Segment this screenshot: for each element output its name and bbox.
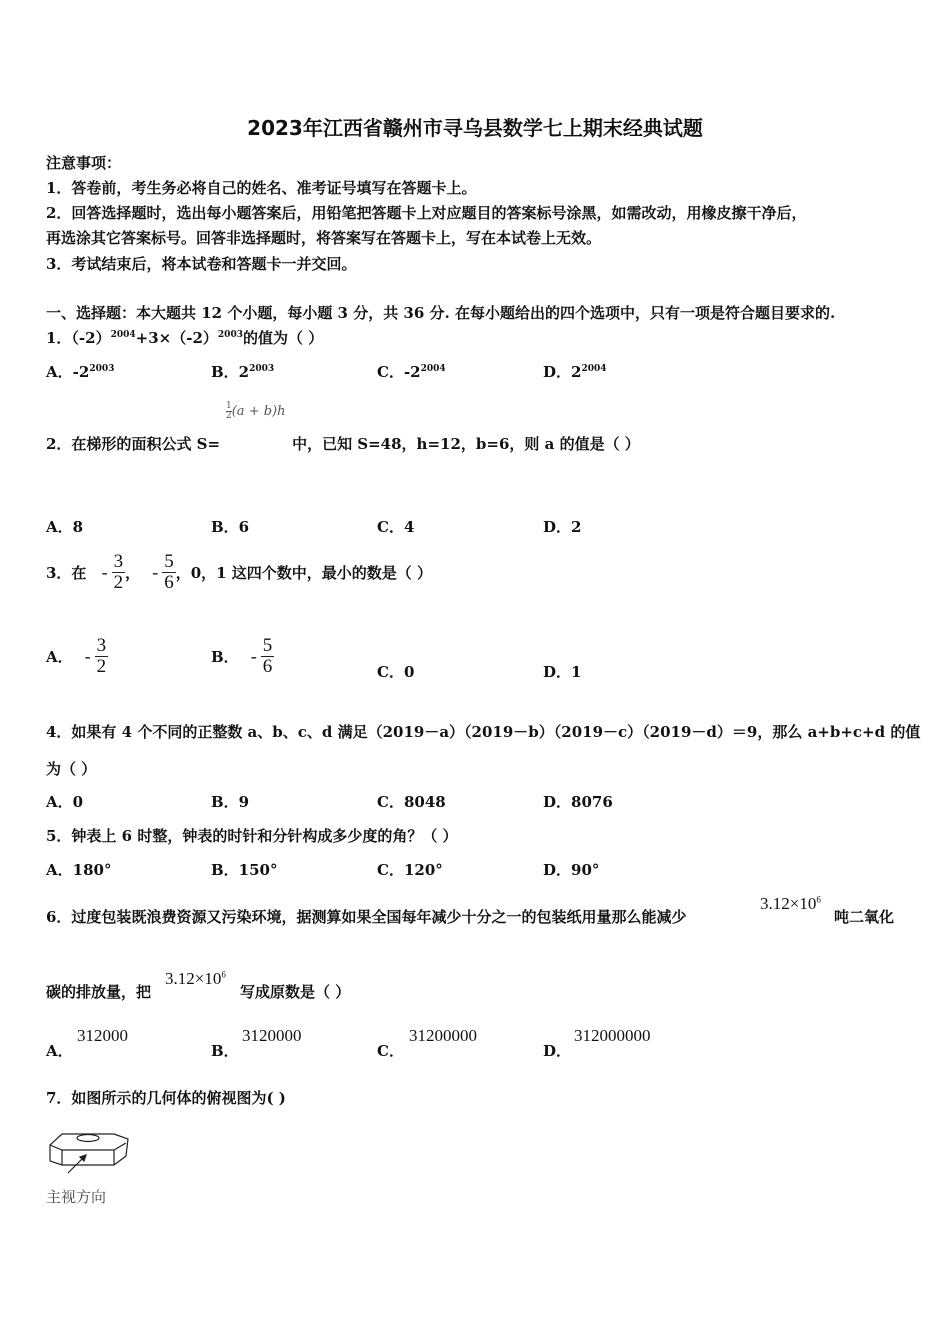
q2-option-b[interactable]: B．6 <box>211 518 250 536</box>
q4-option-b[interactable]: B．9 <box>211 793 250 811</box>
q3-option-a[interactable]: A． - $\frac{3}{2}$ <box>46 635 107 677</box>
hex-nut-figure <box>44 1125 134 1180</box>
question-6-line2-start: 碳的排放量，把 <box>46 983 152 1001</box>
q6-option-a-value: 312000 <box>77 1026 128 1045</box>
q1-option-b[interactable]: B．$2^{2003}$ <box>211 363 275 381</box>
trapezoid-area-formula: $\frac{1}{2}$ (a + b)h <box>226 401 286 421</box>
section-heading: 一、选择题：本大题共 12 个小题，每小题 3 分，共 36 分. 在每小题给出的四个选项中，只有一项是符合题目要求的. <box>46 304 836 322</box>
note-item: 2．回答选择题时，选出每小题答案后，用铅笔把答题卡上对应题目的答案标号涂黑，如需改动，用橡皮擦干净后， <box>46 204 807 222</box>
question-6-line1: 6．过度包装既浪费资源又污染环境，据测算如果全国每年减少十分之一的包装纸用量那么能减少 <box>46 908 687 926</box>
q6-option-c-value: 31200000 <box>409 1026 477 1045</box>
sci-notation: $3.12\times 10^6$ <box>165 969 226 988</box>
sci-notation: $3.12\times 10^6$ <box>760 894 821 913</box>
question-7: 7．如图所示的几何体的俯视图为( ) <box>46 1089 286 1107</box>
question-4-line1: 4．如果有 4 个不同的正整数 a、b、c、d 满足（2019－a）（2019－b）（2019－c）（2019－d）＝9，那么 a+b+c+d 的值 <box>46 723 921 741</box>
q5-option-a[interactable]: A．180° <box>46 861 112 879</box>
q4-option-d[interactable]: D．8076 <box>543 793 613 811</box>
question-5: 5．钟表上 6 时整，钟表的时针和分针构成多少度的角？（ ） <box>46 827 458 845</box>
q5-option-c[interactable]: C．120° <box>377 861 443 879</box>
note-item: 3．考试结束后，将本试卷和答题卡一并交回。 <box>46 255 357 273</box>
question-4-line2: 为（ ） <box>46 760 97 778</box>
q6-option-a[interactable]: A． <box>46 1042 73 1060</box>
question-6-line2-end: 写成原数是（ ） <box>240 983 351 1001</box>
q1-option-d[interactable]: D．$2^{2004}$ <box>543 363 607 381</box>
note-item: 1．答卷前，考生务必将自己的姓名、准考证号填写在答题卡上。 <box>46 179 477 197</box>
q3-option-d[interactable]: D．1 <box>543 663 582 681</box>
figure-caption: 主视方向 <box>46 1188 107 1206</box>
hex-top-edge <box>50 1143 126 1150</box>
question-1: 1．$(-2)^{2004}+3\times(-2)^{2003}$的值为（ ） <box>46 329 324 347</box>
q6-option-b-value: 3120000 <box>242 1026 302 1045</box>
question-6-line1-end: 吨二氧化 <box>834 908 895 926</box>
q5-option-b[interactable]: B．150° <box>211 861 278 879</box>
q6-option-b[interactable]: B． <box>211 1042 239 1060</box>
q1-option-c[interactable]: C．$-2^{2004}$ <box>377 363 446 381</box>
q4-option-a[interactable]: A．0 <box>46 793 84 811</box>
q4-option-c[interactable]: C．8048 <box>377 793 446 811</box>
center-hole <box>77 1135 99 1142</box>
q1-option-a[interactable]: A．$-2^{2003}$ <box>46 363 115 381</box>
q6-option-c[interactable]: C． <box>377 1042 404 1060</box>
question-3: 3．在 - $\frac{3}{2}$ ， - $\frac{5}{6}$ ，0，1 这四个数中，最小的数是（ ） <box>46 551 433 593</box>
question-2: 2．在梯形的面积公式 S= 中，已知 S=48，h=12，b=6，则 a 的值是（ ） <box>46 435 640 453</box>
q2-option-d[interactable]: D．2 <box>543 518 582 536</box>
q5-option-d[interactable]: D．90° <box>543 861 600 879</box>
q2-option-a[interactable]: A．8 <box>46 518 84 536</box>
q6-option-d-value: 312000000 <box>574 1026 651 1045</box>
notes-heading: 注意事项： <box>46 154 122 172</box>
page-title: 2023年江西省赣州市寻乌县数学七上期末经典试题 <box>247 116 703 140</box>
q3-option-b[interactable]: B． - $\frac{5}{6}$ <box>211 635 273 677</box>
q2-option-c[interactable]: C．4 <box>377 518 415 536</box>
q3-option-c[interactable]: C．0 <box>377 663 415 681</box>
q6-option-d[interactable]: D． <box>543 1042 572 1060</box>
note-item: 再选涂其它答案标号。回答非选择题时，将答案写在答题卡上，写在本试卷上无效。 <box>46 229 602 247</box>
